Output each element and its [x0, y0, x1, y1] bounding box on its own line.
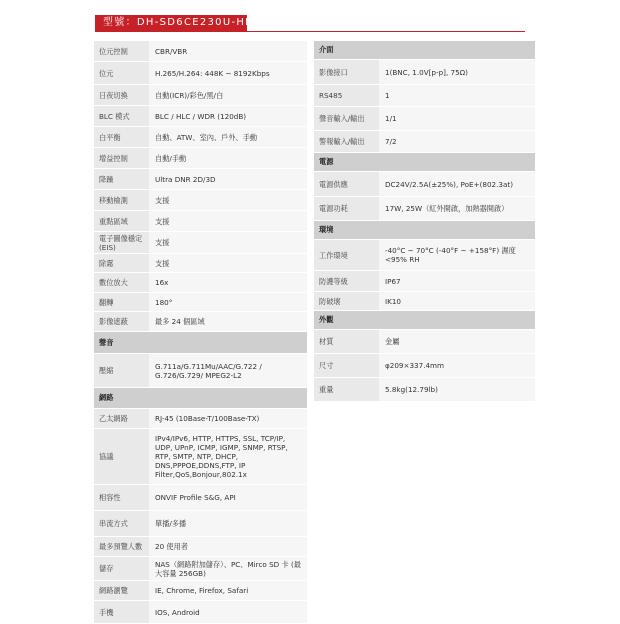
spec-value-cell — [149, 127, 307, 147]
spec-label: 增益控制 — [94, 148, 149, 168]
spec-row — [94, 409, 307, 429]
spec-label: 聲音輸入/輸出 — [314, 107, 379, 130]
spec-table-left — [94, 41, 307, 624]
spec-label: 電源供應 — [314, 172, 379, 196]
spec-row — [94, 85, 307, 106]
spec-label: 電源功耗 — [314, 197, 379, 220]
spec-label: 材質 — [314, 330, 379, 353]
spec-value-cell — [149, 409, 307, 428]
spec-label: 降躁 — [94, 169, 149, 189]
spec-row — [94, 62, 307, 85]
spec-value: Ultra DNR 2D/3D — [155, 174, 216, 184]
spec-value: 最多 24 個區域 — [155, 317, 205, 326]
section-header-structure: 外觀 — [314, 311, 535, 330]
spec-label: 尺寸 — [314, 354, 379, 377]
video-spec-group — [94, 41, 307, 332]
spec-value: IE, Chrome, Firefox, Safari — [155, 586, 249, 595]
spec-row — [94, 273, 307, 293]
spec-value-cell — [149, 169, 307, 189]
spec-row — [94, 41, 307, 62]
spec-value: 17W, 25W（紅外開啟，加熱器開啟） — [385, 204, 509, 213]
spec-value-cell — [149, 581, 307, 600]
spec-value-cell — [379, 131, 535, 152]
spec-row — [314, 330, 535, 354]
spec-value: NAS（網路附加儲存）、PC、Mirco SD 卡 (最大容量 256GB) — [155, 559, 301, 578]
spec-row — [314, 107, 535, 131]
spec-label: 網路瀏覽 — [94, 581, 149, 600]
spec-row — [314, 197, 535, 221]
spec-value: 支援 — [155, 216, 170, 226]
spec-row — [94, 148, 307, 169]
spec-row — [314, 354, 535, 378]
spec-value-cell — [379, 107, 535, 130]
spec-value-cell — [149, 312, 307, 331]
spec-row — [314, 240, 535, 271]
spec-value: CBR/VBR — [155, 46, 188, 56]
spec-label: 影像接口 — [314, 60, 379, 84]
spec-label: 日夜切換 — [94, 85, 149, 105]
spec-value: 自動(ICR)/彩色/黑/白 — [155, 90, 224, 100]
spec-row — [94, 312, 307, 332]
spec-label: 位元控制 — [94, 41, 149, 61]
spec-row — [94, 190, 307, 211]
spec-value: IOS, Android — [155, 607, 200, 617]
spec-value-cell — [379, 378, 535, 401]
power-spec-group — [314, 172, 535, 221]
model-title-bar — [95, 15, 259, 31]
structure-spec-group — [314, 330, 535, 402]
spec-label: 位元 — [94, 62, 149, 84]
spec-value-cell — [149, 511, 307, 536]
spec-value: ONVIF Profile S&G, API — [155, 493, 236, 502]
spec-value: 支援 — [155, 258, 170, 268]
spec-value-cell — [149, 273, 307, 292]
section-header-interface: 介面 — [314, 41, 535, 60]
spec-row — [314, 271, 535, 292]
spec-row — [94, 354, 307, 388]
spec-row — [94, 254, 307, 273]
spec-value-cell — [149, 85, 307, 105]
spec-row — [94, 537, 307, 557]
spec-value-cell — [379, 292, 535, 310]
spec-value-cell — [149, 106, 307, 126]
spec-row — [94, 557, 307, 581]
spec-row — [314, 292, 535, 311]
spec-value-cell — [379, 330, 535, 353]
spec-value: RJ-45 (10Base-T/100Base-TX) — [155, 414, 260, 423]
spec-row — [94, 293, 307, 312]
spec-label: BLC 模式 — [94, 106, 149, 126]
spec-value: 單播/多播 — [155, 519, 187, 528]
spec-label: 翻轉 — [94, 293, 149, 311]
spec-value-cell — [149, 429, 307, 484]
spec-value: 180° — [155, 297, 173, 307]
model-title: 型號：DH-SD6CE230U-HNI — [103, 17, 259, 28]
spec-label: 工作環境 — [314, 240, 379, 270]
spec-label: 除霧 — [94, 254, 149, 272]
spec-value-cell — [379, 172, 535, 196]
spec-value: 1/1 — [385, 114, 397, 123]
spec-value-cell — [149, 232, 307, 253]
spec-row — [94, 429, 307, 485]
network-spec-group — [94, 409, 307, 624]
spec-value: 20 使用者 — [155, 542, 188, 551]
spec-value: φ209×337.4mm — [385, 361, 445, 370]
audio-spec-group — [94, 354, 307, 388]
spec-value: 自動、ATW、室內、戶外、手動 — [155, 132, 258, 142]
spec-label: 影像遮蔽 — [94, 312, 149, 331]
spec-label: 移動檢測 — [94, 190, 149, 210]
interface-spec-group — [314, 60, 535, 153]
spec-value: -40°C ~ 70°C (-40°F ~ +158°F) 濕度<95% RH — [385, 246, 516, 264]
spec-value-cell — [149, 148, 307, 168]
spec-label: 手機 — [94, 601, 149, 623]
spec-value-cell — [149, 557, 307, 580]
spec-value: 5.8kg(12.79lb) — [385, 385, 438, 394]
spec-label: 白平衡 — [94, 127, 149, 147]
spec-label: 重點區域 — [94, 211, 149, 231]
spec-value: IP67 — [385, 276, 401, 286]
spec-label: 電子圖像穩定(EIS) — [94, 232, 149, 253]
spec-value: BLC / HLC / WDR (120dB) — [155, 111, 247, 121]
spec-row — [94, 511, 307, 537]
section-header-environment: 環境 — [314, 221, 535, 240]
spec-value: H.265/H.264: 448K ~ 8192Kbps — [155, 68, 270, 78]
spec-value-cell — [149, 41, 307, 61]
spec-table-right — [314, 41, 535, 402]
spec-label: 壓縮 — [94, 354, 149, 387]
section-header-network: 網路 — [94, 388, 307, 409]
spec-value: G.711a/G.711Mu/AAC/G.722 / G.726/G.729/ MPEG2-L2 — [155, 361, 262, 380]
spec-value: 7/2 — [385, 137, 397, 146]
spec-value-cell — [379, 197, 535, 220]
spec-row — [314, 172, 535, 197]
spec-row — [94, 581, 307, 601]
spec-value-cell — [379, 354, 535, 377]
spec-label: 重量 — [314, 378, 379, 401]
spec-row — [314, 131, 535, 153]
environment-spec-group — [314, 240, 535, 311]
spec-row — [94, 485, 307, 511]
spec-label: 乙太網路 — [94, 409, 149, 428]
spec-label: 相容性 — [94, 485, 149, 510]
spec-label: 防護等級 — [314, 271, 379, 291]
spec-value: 1(BNC, 1.0V[p-p], 75Ω) — [385, 67, 468, 77]
spec-row — [94, 211, 307, 232]
spec-value-cell — [149, 211, 307, 231]
spec-value: 自動/手動 — [155, 153, 187, 163]
spec-value: 支援 — [155, 238, 170, 247]
spec-value: IPv4/IPv6, HTTP, HTTPS, SSL, TCP/IP, UDP, UPnP, ICMP, IGMP, SNMP, RTSP, RTP, SMTP, NTP, DHCP, DNS,PPPOE,DDNS,FTP, IP Filter,QoS,Bonjour,802.1x — [155, 434, 288, 479]
spec-value: 支援 — [155, 195, 170, 205]
spec-row — [314, 60, 535, 85]
spec-label: 防破壞 — [314, 292, 379, 310]
title-underline — [95, 31, 525, 32]
spec-row — [314, 378, 535, 402]
spec-row — [94, 232, 307, 254]
spec-value-cell — [379, 60, 535, 84]
spec-value-cell — [149, 485, 307, 510]
spec-label: RS485 — [314, 85, 379, 106]
spec-label: 儲存 — [94, 557, 149, 580]
spec-value: IK10 — [385, 296, 401, 306]
spec-label: 數位放大 — [94, 273, 149, 292]
spec-value: 金屬 — [385, 337, 400, 346]
spec-value-cell — [149, 537, 307, 556]
spec-value: 1 — [385, 91, 390, 100]
spec-label: 警報輸入/輸出 — [314, 131, 379, 152]
spec-value: DC24V/2.5A(±25%), PoE+(802.3at) — [385, 179, 514, 189]
section-header-power: 電源 — [314, 153, 535, 172]
spec-value-cell — [149, 354, 307, 387]
spec-label: 最多預覽人數 — [94, 537, 149, 556]
spec-value-cell — [149, 190, 307, 210]
spec-row — [94, 106, 307, 127]
spec-row — [314, 85, 535, 107]
spec-value-cell — [379, 271, 535, 291]
spec-row — [94, 127, 307, 148]
section-header-audio: 聲音 — [94, 332, 307, 354]
spec-value-cell — [149, 62, 307, 84]
spec-value: 16x — [155, 278, 169, 287]
spec-value-cell — [149, 254, 307, 272]
spec-value-cell — [149, 293, 307, 311]
spec-row — [94, 601, 307, 624]
spec-label: 串流方式 — [94, 511, 149, 536]
spec-row — [94, 169, 307, 190]
spec-value-cell — [379, 85, 535, 106]
spec-label: 協議 — [94, 429, 149, 484]
spec-value-cell — [379, 240, 535, 270]
